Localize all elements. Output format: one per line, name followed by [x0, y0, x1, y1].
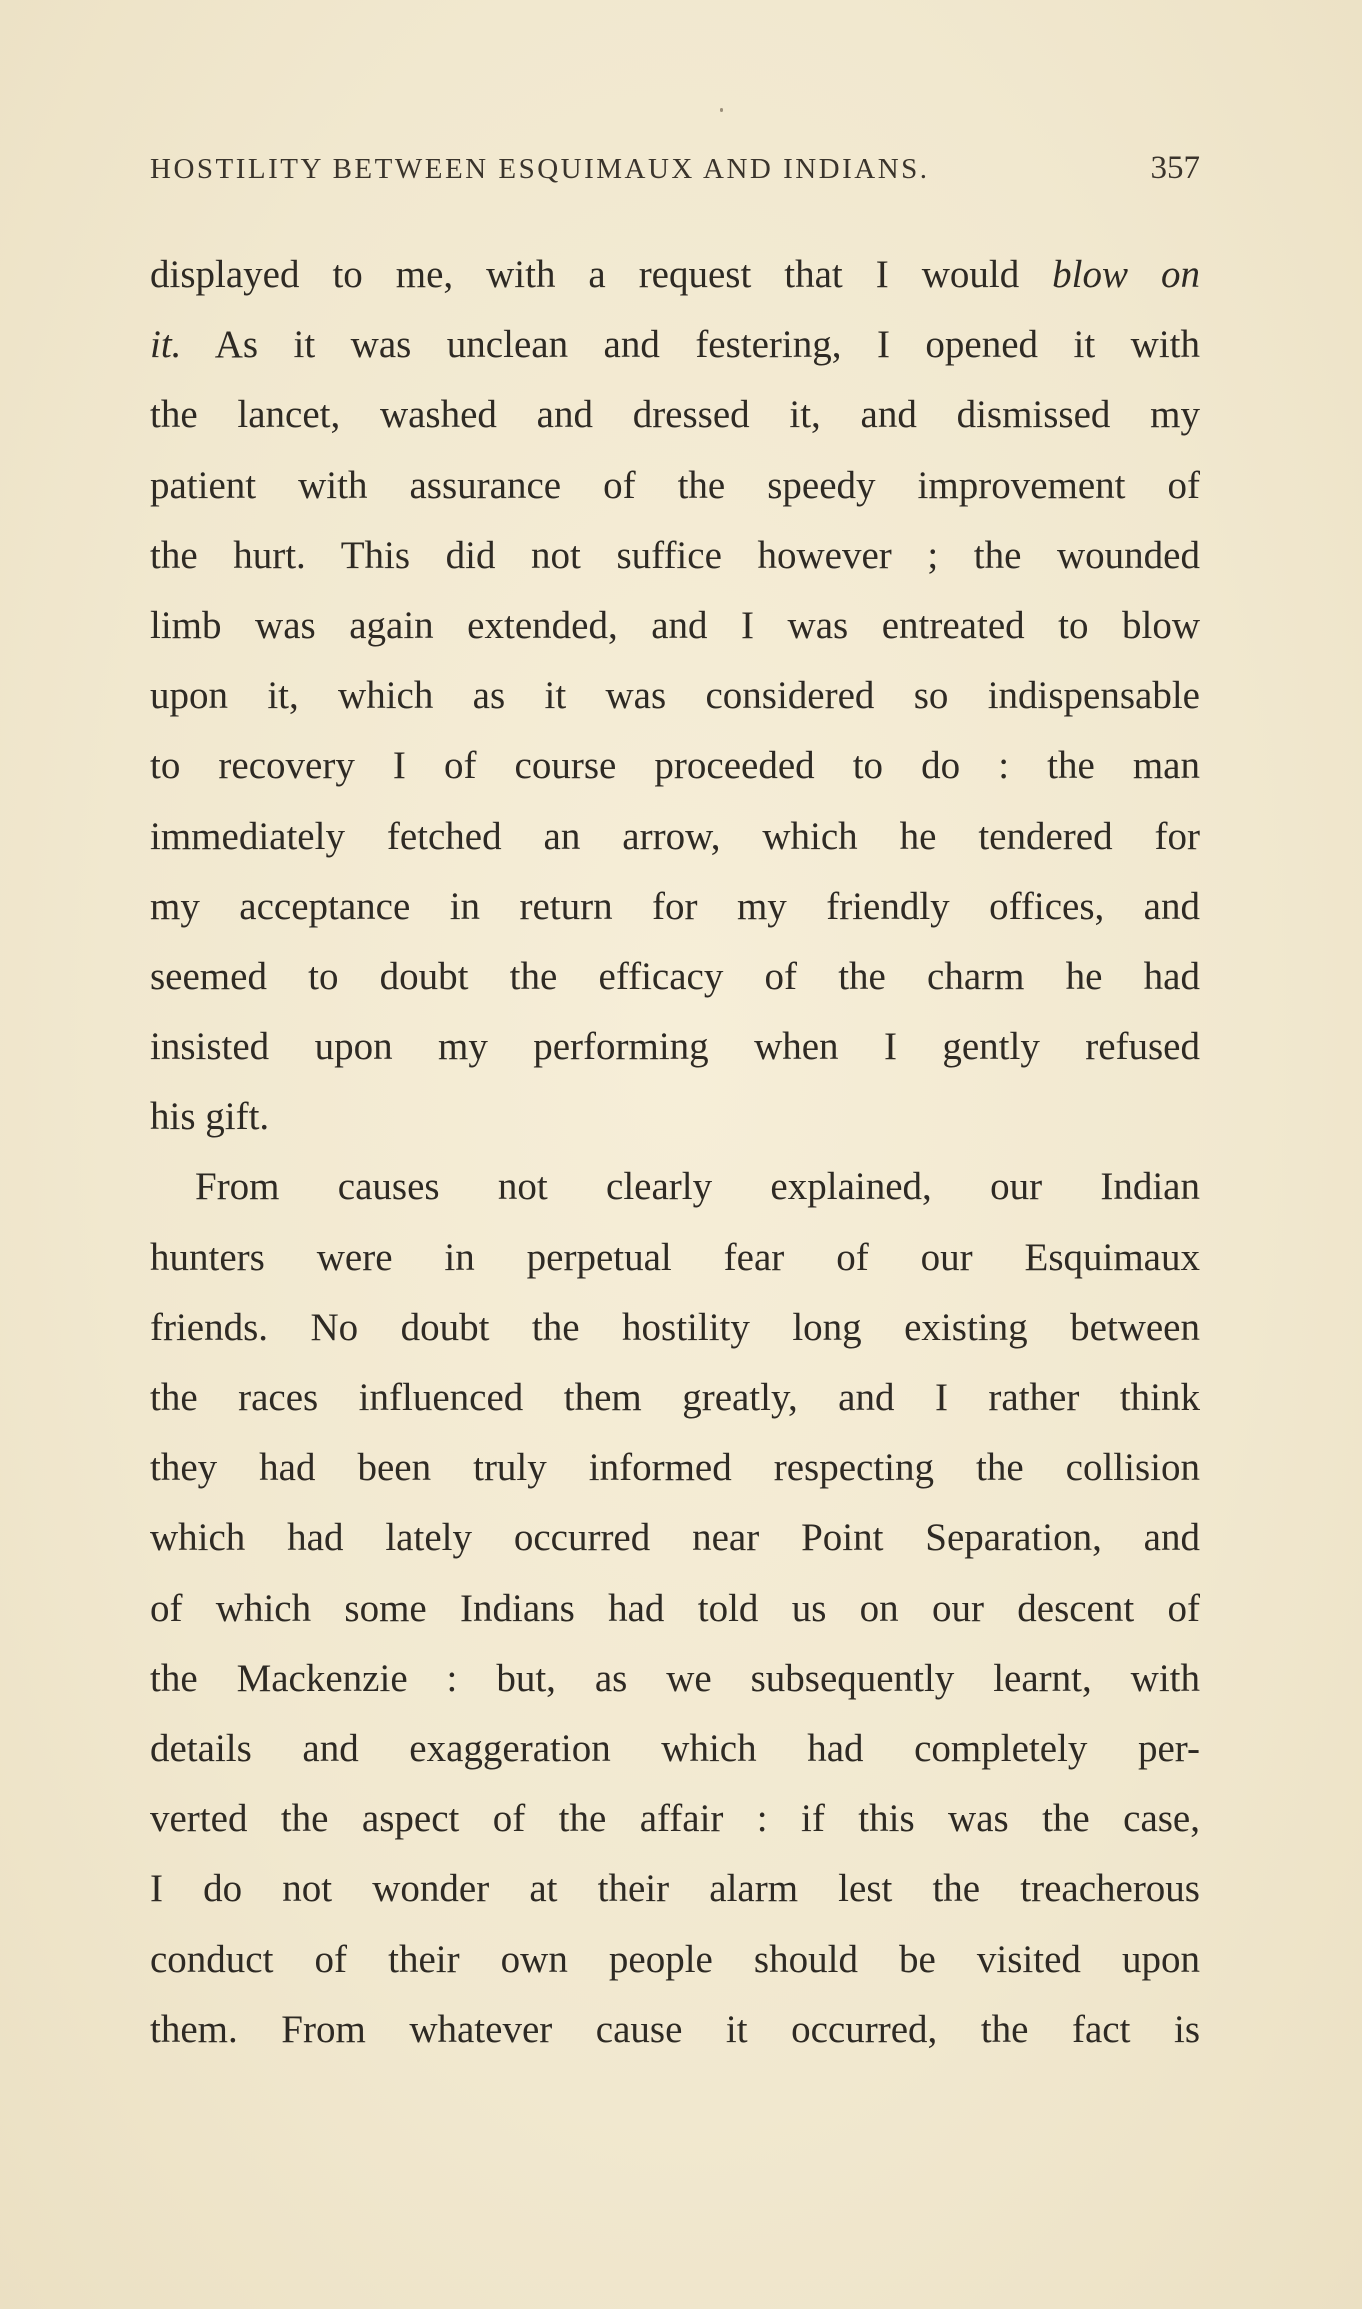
text-line: hunters were in perpetual fear of our Esquimaux	[150, 1235, 1200, 1279]
text-line: it. As it was unclean and festering, I opened it with	[150, 323, 1200, 367]
text-line: which had lately occurred near Point Separation, and	[150, 1516, 1200, 1560]
text-line: I do not wonder at their alarm lest the treacherous	[150, 1867, 1200, 1911]
text-line: the hurt. This did not suffice however ; the wounded	[150, 533, 1200, 577]
text-line: them. From whatever cause it occurred, the fact is	[150, 2007, 1200, 2051]
text-line: to recovery I of course proceeded to do : the man	[150, 744, 1200, 788]
text-line: upon it, which as it was considered so indispensable	[150, 674, 1200, 718]
running-header	[150, 150, 1200, 198]
text-line: seemed to doubt the efficacy of the charm he had	[150, 954, 1200, 998]
speck-mark	[720, 108, 723, 112]
text-line: limb was again extended, and I was entreated to blow	[150, 603, 1200, 647]
text-line: my acceptance in return for my friendly offices, and	[150, 884, 1200, 928]
text-line: they had been truly informed respecting the collision	[150, 1446, 1200, 1490]
text-line: insisted upon my performing when I gently refused	[150, 1025, 1200, 1069]
text-line: verted the aspect of the affair : if this was the case,	[150, 1797, 1200, 1841]
text-line: of which some Indians had told us on our descent of	[150, 1586, 1200, 1630]
text-line: the Mackenzie : but, as we subsequently learnt, with	[150, 1656, 1200, 1700]
text-line: immediately fetched an arrow, which he tendered for	[150, 814, 1200, 858]
text-line: friends. No doubt the hostility long existing between	[150, 1305, 1200, 1349]
text-line: displayed to me, with a request that I would blow on	[150, 253, 1200, 296]
text-line: conduct of their own people should be visited upon	[150, 1937, 1200, 1981]
header-title: HOSTILITY BETWEEN ESQUIMAUX AND INDIANS.	[150, 153, 930, 185]
text-line: From causes not clearly explained, our Indian	[195, 1165, 1200, 1209]
text-line: his gift.	[150, 1095, 270, 1139]
text-line: patient with assurance of the speedy improvement of	[150, 463, 1200, 507]
text-line: the lancet, washed and dressed it, and dismissed my	[150, 393, 1200, 437]
text-line: details and exaggeration which had completely per-	[150, 1726, 1200, 1770]
body-text	[150, 240, 1200, 2065]
text-line: the races influenced them greatly, and I rather think	[150, 1376, 1200, 1419]
page-number: 357	[1150, 150, 1200, 186]
